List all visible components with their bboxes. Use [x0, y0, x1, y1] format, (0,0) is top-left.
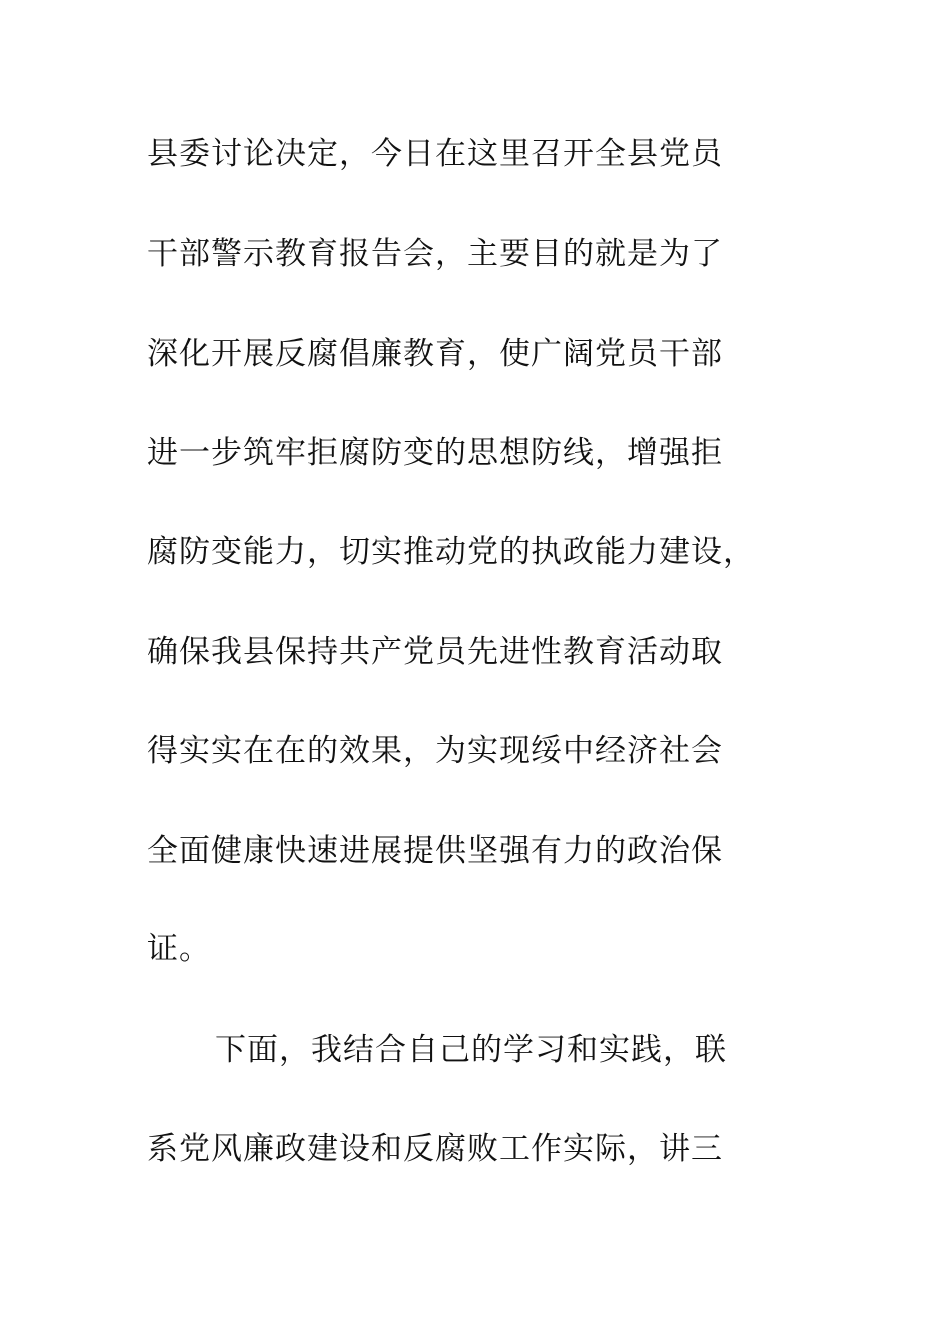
text-line-8: 全面健康快速进展提供坚强有力的政治保	[147, 833, 723, 869]
text-line-5: 腐防变能力，切实推动党的执政能力建设，	[147, 534, 755, 570]
text-line-6: 确保我县保持共产党员先进性教育活动取	[147, 634, 723, 670]
paragraph-2-line-2: 系党风廉政建设和反腐败工作实际，讲三	[147, 1131, 723, 1167]
text-line-7: 得实实在在的效果，为实现绥中经济社会	[147, 733, 723, 769]
paragraph-2-line-1: 下面，我结合自己的学习和实践，联	[215, 1032, 727, 1068]
text-line-1: 县委讨论决定，今日在这里召开全县党员	[147, 136, 723, 172]
text-line-4: 进一步筑牢拒腐防变的思想防线，增强拒	[147, 435, 723, 471]
text-line-2: 干部警示教育报告会，主要目的就是为了	[147, 236, 723, 272]
text-line-9: 证。	[147, 931, 211, 967]
text-line-3: 深化开展反腐倡廉教育，使广阔党员干部	[147, 336, 723, 372]
